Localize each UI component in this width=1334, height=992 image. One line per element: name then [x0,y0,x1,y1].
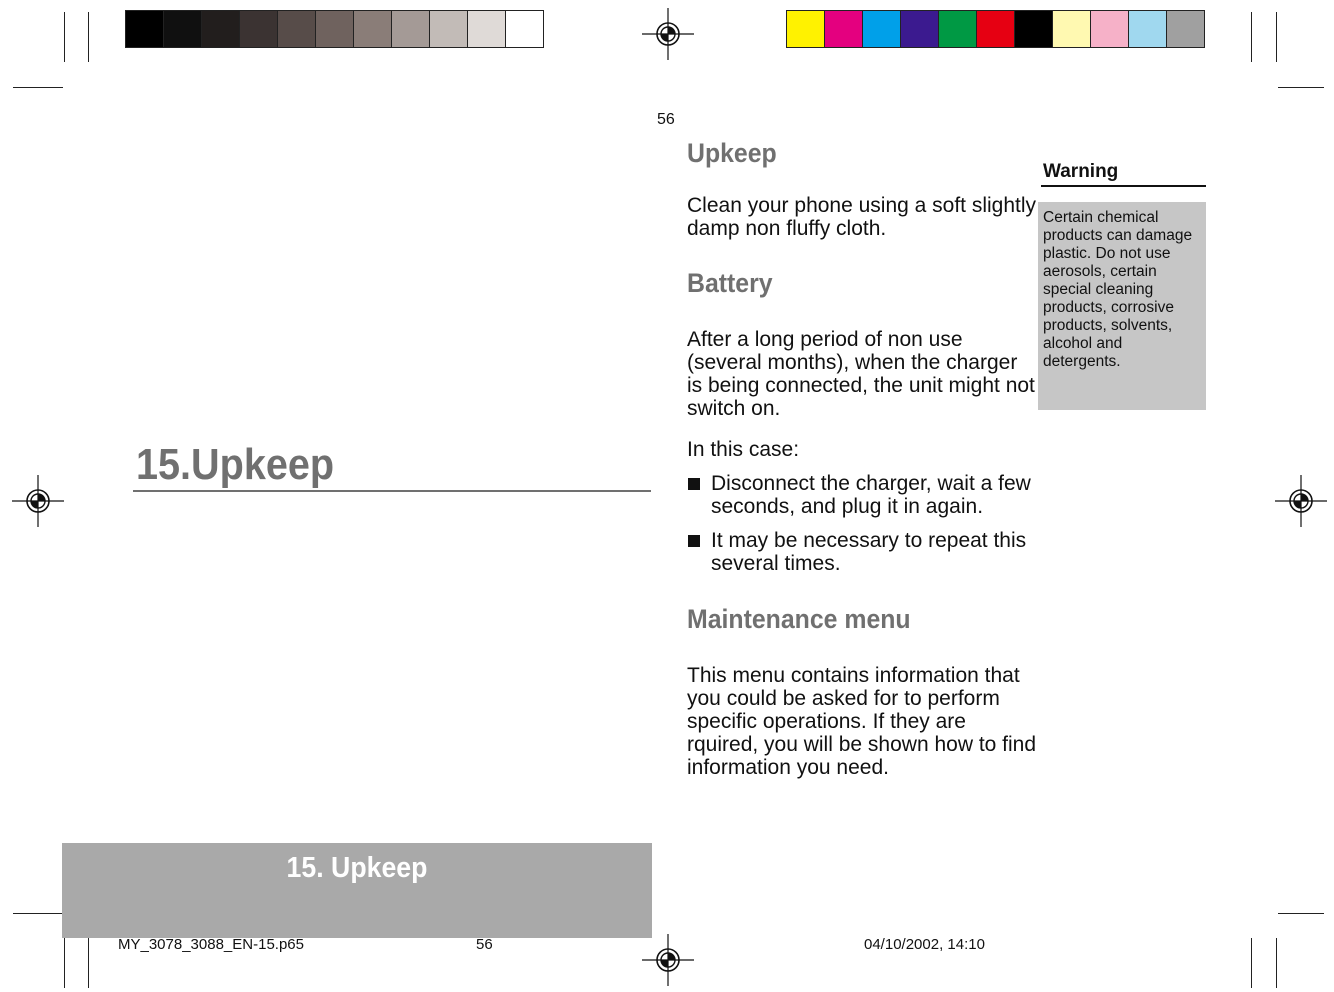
crop-mark [88,938,89,988]
crop-mark [13,913,63,914]
color-swatch [239,10,278,48]
slug-timestamp: 04/10/2002, 14:10 [864,936,985,953]
process-color-bar [786,10,1204,48]
maintenance-paragraph: This menu contains information that you could be asked for to perform specific operations. If they are rquired, you will be shown how to find information you need. [687,664,1037,779]
footer-chapter-title: 15. Upkeep [286,852,428,884]
color-swatch [391,10,430,48]
registration-mark-icon [642,8,694,60]
warning-title: Warning [1043,161,1119,182]
color-swatch [862,10,901,48]
crop-mark [1278,913,1324,914]
grayscale-color-bar [125,10,543,48]
color-swatch [1052,10,1091,48]
slug-page-number: 56 [476,936,493,953]
color-swatch [1128,10,1167,48]
upkeep-paragraph: Clean your phone using a soft slightly damp non fluffy cloth. [687,194,1037,240]
color-swatch [505,10,544,48]
chapter-title: 15.Upkeep [136,440,335,489]
section-heading-battery: Battery [687,268,773,298]
warning-text: Certain chemical products can damage plastic. Do not use aerosols, certain special cleaning products, corrosive products, solvents, alcohol and detergents. [1043,209,1193,370]
warning-box [1038,202,1206,410]
color-swatch [824,10,863,48]
battery-paragraph: After a long period of non use (several months), when the charger is being connected, the unit might not switch on. [687,328,1035,420]
color-swatch [125,10,164,48]
color-swatch [1014,10,1053,48]
color-swatch [163,10,202,48]
list-item-text: Disconnect the charger, wait a few seconds, and plug it in again. [711,472,1031,518]
color-swatch [1166,10,1205,48]
crop-mark [1251,12,1252,62]
section-heading-upkeep: Upkeep [687,138,777,168]
chapter-title-rule [133,490,651,492]
color-swatch [976,10,1015,48]
crop-mark [64,938,65,988]
color-swatch [900,10,939,48]
battery-intro: In this case: [687,438,800,461]
color-swatch [786,10,825,48]
list-item [687,472,1037,518]
list-item [687,529,1037,575]
registration-mark-icon [1275,475,1327,527]
page-number: 56 [657,111,675,128]
color-swatch [353,10,392,48]
color-swatch [429,10,468,48]
color-swatch [1090,10,1129,48]
warning-rule [1041,185,1206,187]
section-heading-maintenance-menu: Maintenance menu [687,604,911,634]
crop-mark [88,12,89,62]
color-swatch [938,10,977,48]
crop-mark [1276,12,1277,62]
color-swatch [467,10,506,48]
crop-mark [1251,938,1252,988]
crop-mark [1278,87,1324,88]
registration-mark-icon [12,475,64,527]
registration-mark-icon [642,934,694,986]
list-item-text: It may be necessary to repeat this several times. [711,529,1027,575]
footer-band [62,843,652,938]
color-swatch [277,10,316,48]
crop-mark [1276,938,1277,988]
crop-mark [64,12,65,62]
bullet-square-icon [688,535,700,547]
color-swatch [315,10,354,48]
bullet-square-icon [688,478,700,490]
color-swatch [201,10,240,48]
crop-mark [13,87,63,88]
slug-file-name: MY_3078_3088_EN-15.p65 [118,936,304,953]
